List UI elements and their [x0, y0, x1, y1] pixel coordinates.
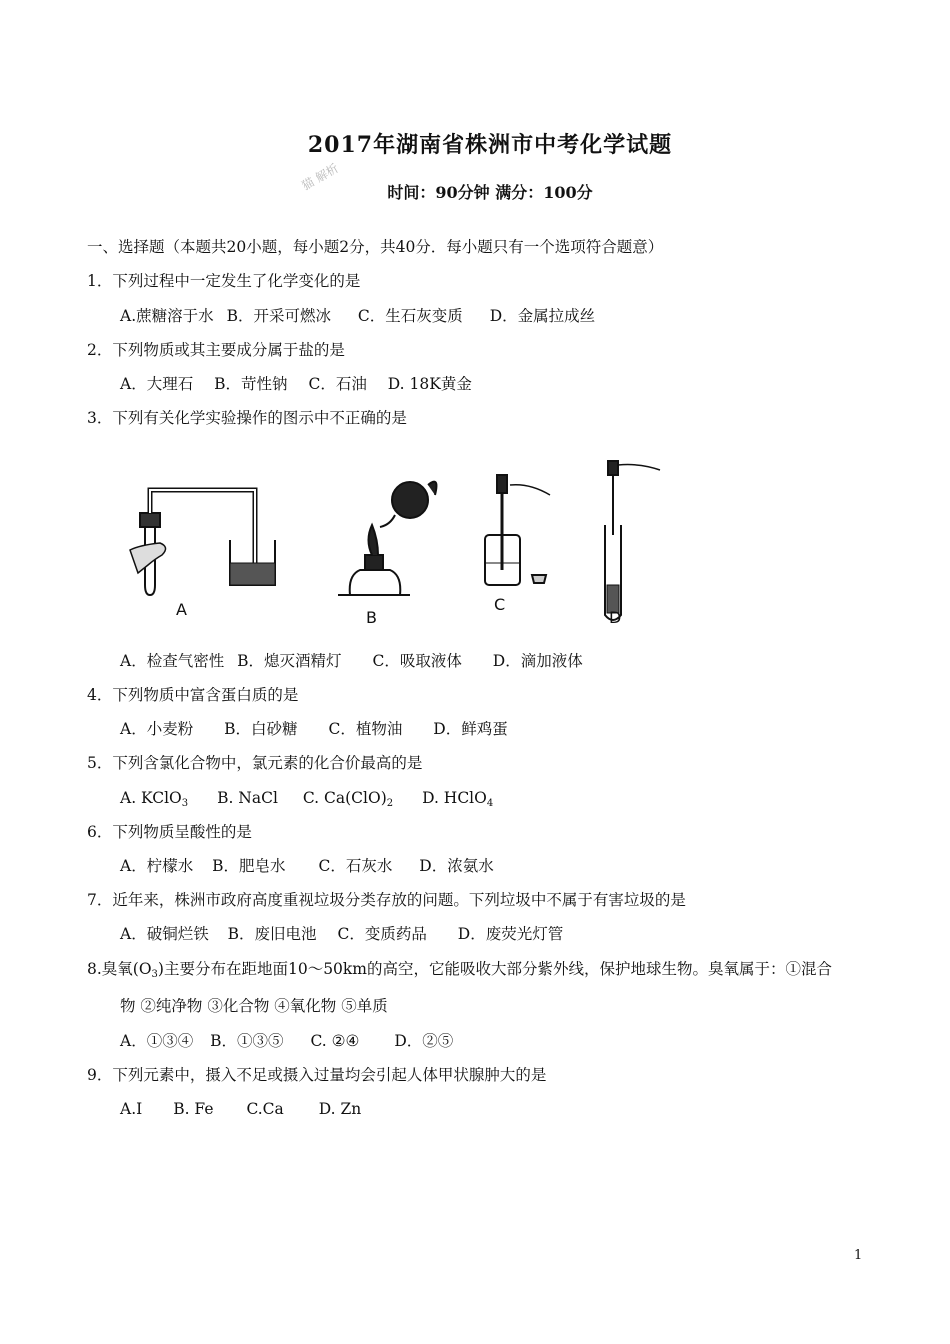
question-3-options — [120, 651, 583, 671]
q3-option-a: A．检查气密性 — [120, 652, 225, 670]
q5-option-c: C. $Ca(ClO)_2$ — [302, 789, 394, 809]
q2-option-b: B．苛性钠 — [214, 375, 288, 393]
q9-option-d: D. Zn — [318, 1100, 362, 1118]
q2-option-d: D. 18K黄金 — [387, 375, 472, 393]
q8-option-d: D．②⑤ — [394, 1032, 454, 1050]
q7-option-a: A．破铜烂铁 — [120, 925, 209, 943]
q3-option-b: B．熄灭酒精灯 — [237, 652, 342, 670]
section-heading: 一、选择题（本题共20小题，每小题2分，共40分．每小题只有一个选项符合题意） — [87, 238, 664, 256]
question-3-stem: 3．下列有关化学实验操作的图示中不正确的是 — [87, 409, 407, 427]
q2-option-c: C．石油 — [308, 375, 367, 393]
question-1-stem: 1．下列过程中一定发生了化学变化的是 — [87, 272, 361, 290]
q2-option-a: A．大理石 — [120, 375, 194, 393]
q1-option-b: B．开采可燃冰 — [226, 307, 331, 325]
question-8-stem: 8.臭氧$(O_3)$主要分布在距地面10～50km的高空，它能吸收大部分紫外线，保护地球生物。臭氧属于：①混合 — [87, 960, 833, 980]
q5-option-b: B. NaCl — [217, 789, 278, 807]
question-4-options — [120, 719, 508, 739]
lab-operations-figure — [110, 455, 690, 635]
question-6-stem: 6．下列物质呈酸性的是 — [87, 823, 252, 841]
page-number: 1 — [854, 1248, 863, 1263]
q4-option-b: B．白砂糖 — [224, 720, 298, 738]
q7-option-b: B．废旧电池 — [227, 925, 317, 943]
question-5-stem: 5．下列含氯化合物中，氯元素的化合价最高的是 — [87, 754, 423, 772]
q5-option-a: A. KClO$_3$ — [120, 789, 189, 809]
figure-d-dropper — [605, 461, 660, 620]
question-1-options — [120, 306, 595, 326]
figure-a-airtightness-check — [130, 490, 275, 595]
q9-option-c: C.Ca — [246, 1100, 284, 1118]
q4-option-a: A．小麦粉 — [120, 720, 194, 738]
q1-option-a: A.蔗糖溶于水 — [120, 307, 214, 325]
q7-option-c: C．变质药品 — [337, 925, 427, 943]
q3-option-c: C．吸取液体 — [372, 652, 462, 670]
q4-option-c: C．植物油 — [328, 720, 403, 738]
question-7-stem: 7．近年来，株洲市政府高度重视垃圾分类存放的问题。下列垃圾中不属于有害垃圾的是 — [87, 891, 686, 909]
question-2-stem: 2．下列物质或其主要成分属于盐的是 — [87, 341, 345, 359]
question-8-options — [120, 1031, 453, 1051]
watermark: 猫 解析 — [299, 160, 341, 193]
question-2-options — [120, 374, 472, 394]
figure-c-pipette — [485, 475, 550, 585]
q6-option-b: B．肥皂水 — [212, 857, 286, 875]
q3-option-d: D．滴加液体 — [492, 652, 583, 670]
question-7-options — [120, 924, 563, 944]
q7-option-d: D．废荧光灯管 — [457, 925, 564, 943]
question-5-options — [120, 788, 493, 808]
question-8-stem-continued: 物 ②纯净物 ③化合物 ④氧化物 ⑤单质 — [120, 997, 388, 1015]
q6-option-c: C．石灰水 — [318, 857, 393, 875]
q9-option-b: B. Fe — [173, 1100, 214, 1118]
q8-option-a: A．①③④ — [120, 1032, 194, 1050]
question-6-options — [120, 856, 494, 876]
q8-option-b: B．①③⑤ — [210, 1032, 284, 1050]
question-9-stem: 9．下列元素中，摄入不足或摄入过量均会引起人体甲状腺肿大的是 — [87, 1066, 547, 1084]
q1-option-c: C．生石灰变质 — [357, 307, 463, 325]
q6-option-d: D．浓氨水 — [419, 857, 494, 875]
q9-option-a: A.I — [120, 1100, 143, 1118]
exam-subtitle: 时间：90分钟 满分：100分 — [387, 183, 593, 202]
question-4-stem: 4．下列物质中富含蛋白质的是 — [87, 686, 299, 704]
figure-b-alcohol-lamp — [338, 482, 436, 595]
q6-option-a: A．柠檬水 — [120, 857, 194, 875]
figure-label-a: A — [176, 600, 187, 619]
q5-option-d: D. HClO$_4$ — [422, 789, 494, 809]
q8-option-c: C. ②④ — [310, 1032, 360, 1050]
figure-label-b: B — [366, 608, 377, 627]
exam-title: 2017年湖南省株洲市中考化学试题 — [307, 132, 673, 158]
q1-option-d: D．金属拉成丝 — [489, 307, 596, 325]
q4-option-d: D．鲜鸡蛋 — [433, 720, 508, 738]
question-9-options — [120, 1099, 361, 1119]
figure-label-c: C — [494, 595, 506, 614]
figure-label-d: D — [609, 608, 622, 627]
